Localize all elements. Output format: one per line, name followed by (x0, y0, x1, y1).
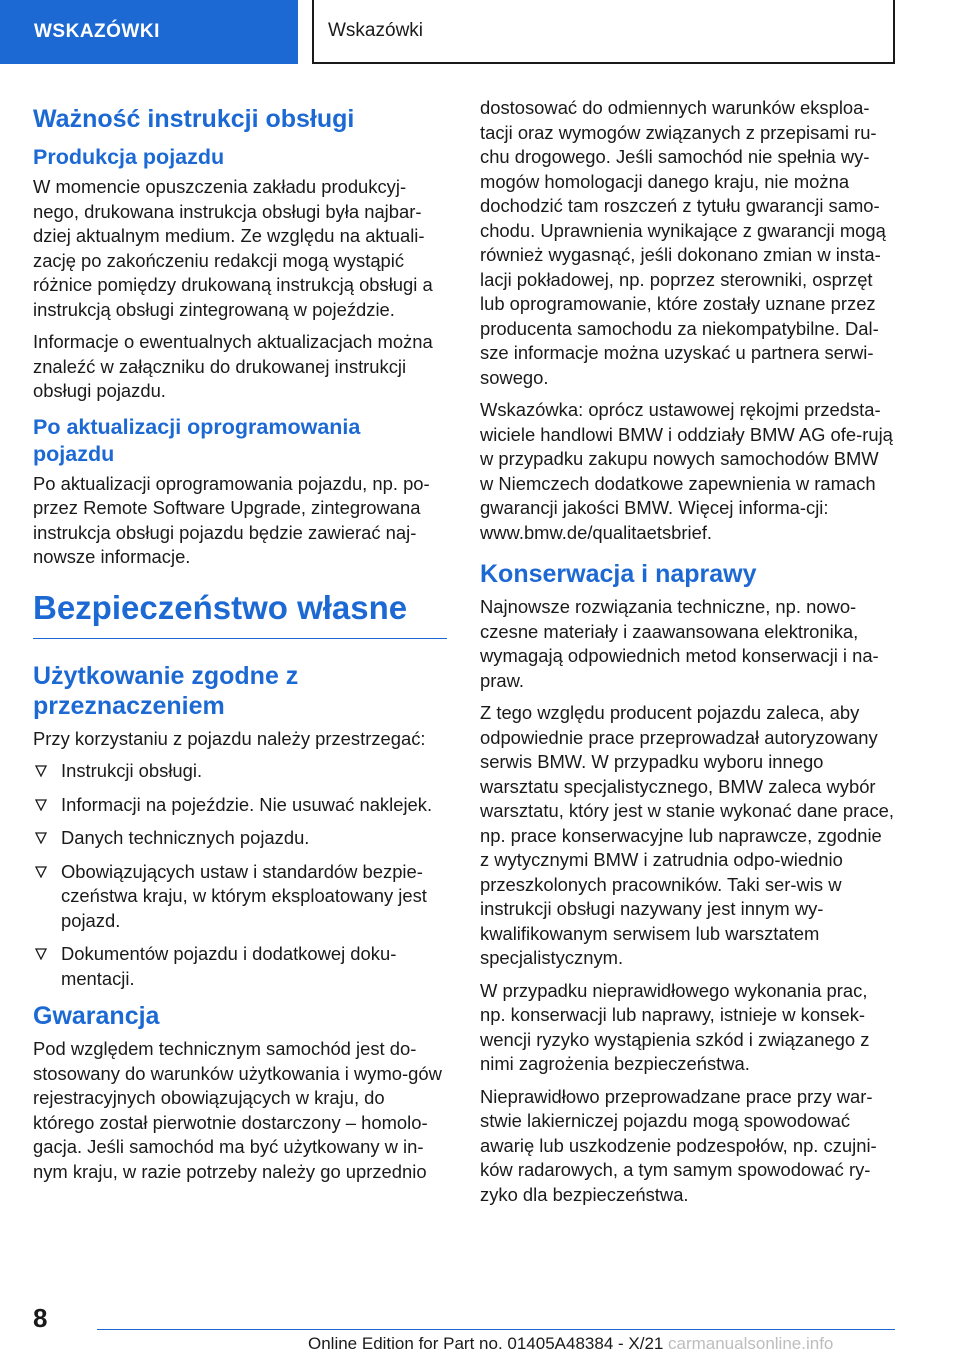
list-item (33, 826, 447, 851)
list-item-text: Obowiązujących ustaw i standardów bezpie-czeństwa kraju, w którym eksploatowany jest pojazd. (61, 860, 427, 931)
paragraph-maintenance-2: Z tego względu producent pojazdu zaleca, aby odpowiednie prace przeprowadzał autoryzowany serwis BMW. W przypadku wyboru innego warsztatu specjalistycznego, BMW zaleca wybór warsztatu, który jest w stanie wykonać dane prace, np. prace konserwacyjne lub naprawcze, zgodnie z wytycznymi BMW i zatrudnia odpo-wiednio przeszkolonych pracowników. Taki ser-wis w instrukcji obsługi nazywany jest innym wy-kwalifikowanym serwisem lub warsztatem specjalistycznym. (480, 702, 894, 968)
footer-divider (97, 1329, 895, 1330)
paragraph-warranty-note: Wskazówka: oprócz ustawowej rękojmi przedsta-wiciele handlowi BMW i oddziały BMW AG ofe-rują w przypadku zakupu nowych samochodów BMW w Niemczech dodatkowe zapewnienia w ramach gwarancji jakości BMW. Więcej informa-cji: www.bmw.de/qualitaetsbrief. (480, 399, 893, 543)
right-column (480, 96, 894, 1215)
paragraph-warranty-continued: dostosować do odmiennych warunków eksploa-tacji oraz wymogów związanych z przepisami ru-chu drogowego. Jeśli samochód nie spełnia wy-mogów homologacji danego kraju, nie można dochodzić tam roszczeń z tytułu gwarancji samo-chodu. Uprawnienia wynikające z gwarancji mogą również wygasnąć, jeśli dokonano zmian w insta-lacji pokładowej, np. poprzez sterowniki, osprzęt lub oprogramowanie, które zostały uznane przez producenta samochodu za niekompatybilne. Dal-sze informacje można uzyskać u partnera serwi-sowego. (480, 97, 886, 388)
triangle-bullet-icon (35, 799, 47, 811)
list-item-text: Informacji na pojeździe. Nie usuwać naklejek. (61, 793, 433, 815)
section-tab: WSKAZÓWKI (0, 0, 298, 64)
heading-warranty: Gwarancja (33, 1002, 160, 1030)
list-item (33, 860, 447, 934)
paragraph-production: W momencie opuszczenia zakładu produkcyj-nego, drukowana instrukcja obsługi była najbar-dziej aktualnym medium. Ze względu na aktuali-zację po zakończeniu redakcji mogą wystąpić różnice pomiędzy drukowaną instrukcją obsługi a instrukcją obsługi zintegrowaną w pojeździe. (33, 176, 433, 320)
heading-manual-validity: Ważność instrukcji obsługi (33, 105, 355, 133)
triangle-bullet-icon (35, 832, 47, 844)
triangle-bullet-icon (35, 866, 47, 878)
paragraph-software-update: Po aktualizacji oprogramowania pojazdu, np. po-przez Remote Software Upgrade, zintegrowana instrukcja obsługi pojazdu będzie zawierać naj-nowsze informacje. (33, 472, 430, 567)
paragraph-update-info: Informacje o ewentualnych aktualizacjach można znaleźć w załączniku do drukowanej instrukcji obsługi pojazdu. (33, 331, 433, 401)
left-column (33, 96, 447, 1192)
heading-maintenance-repairs: Konserwacja i naprawy (480, 560, 757, 588)
paragraph-maintenance-1: Najnowsze rozwiązania techniczne, np. nowo-czesne materiały i zaawansowana elektronika, wymagają odpowiednich metod konserwacji i na-praw. (480, 596, 879, 691)
section-title: Wskazówki (312, 0, 895, 64)
list-item-text: Danych technicznych pojazdu. (61, 827, 310, 848)
heading-software-update: Po aktualizacji oprogramowania pojazdu (33, 414, 361, 466)
requirements-list (33, 759, 447, 991)
paragraph-intended-use: Przy korzystaniu z pojazdu należy przestrzegać: (33, 727, 426, 749)
triangle-bullet-icon (35, 948, 47, 960)
page-number: 8 (33, 1303, 48, 1333)
heading-intended-use: Użytkowanie zgodne z przeznaczeniem (33, 661, 299, 720)
heading-vehicle-production: Produkcja pojazdu (33, 145, 225, 169)
paragraph-maintenance-4: Nieprawidłowo przeprowadzane prace przy war-stwie lakierniczej pojazdu mogą spowodować awarię lub uszkodzenie podzespołów, np. czujni-ków radarowych, a tym samym spowodować ry-zyko dla bezpieczeństwa. (480, 1085, 877, 1205)
paragraph-warranty: Pod względem technicznym samochód jest do-stosowany do warunków użytkowania i wymo-gów rejestracyjnych obowiązujących w kraju, do którego został pierwotnie dostarczony – homolo-gacja. Jeśli samochód ma być użytkowany w in-nym kraju, w razie potrzeby należy go uprzednio (33, 1038, 442, 1182)
list-item (33, 759, 447, 784)
watermark: carmanualsonline.info (668, 1334, 834, 1353)
triangle-bullet-icon (35, 765, 47, 777)
heading-personal-safety: Bezpieczeństwo własne (33, 588, 447, 639)
list-item (33, 793, 447, 818)
list-item-text: Instrukcji obsługi. (61, 760, 203, 781)
footer-edition: Online Edition for Part no. 01405A48384 - X/21 (308, 1334, 664, 1353)
list-item (33, 942, 447, 991)
list-item-text: Dokumentów pojazdu i dodatkowej doku-mentacji. (61, 943, 397, 989)
paragraph-maintenance-3: W przypadku nieprawidłowego wykonania prac, np. konserwacji lub naprawy, istnieje w konsek-wencji ryzyko wystąpienia szkód i związanego z nimi zagrożenia bezpieczeństwa. (480, 979, 870, 1074)
